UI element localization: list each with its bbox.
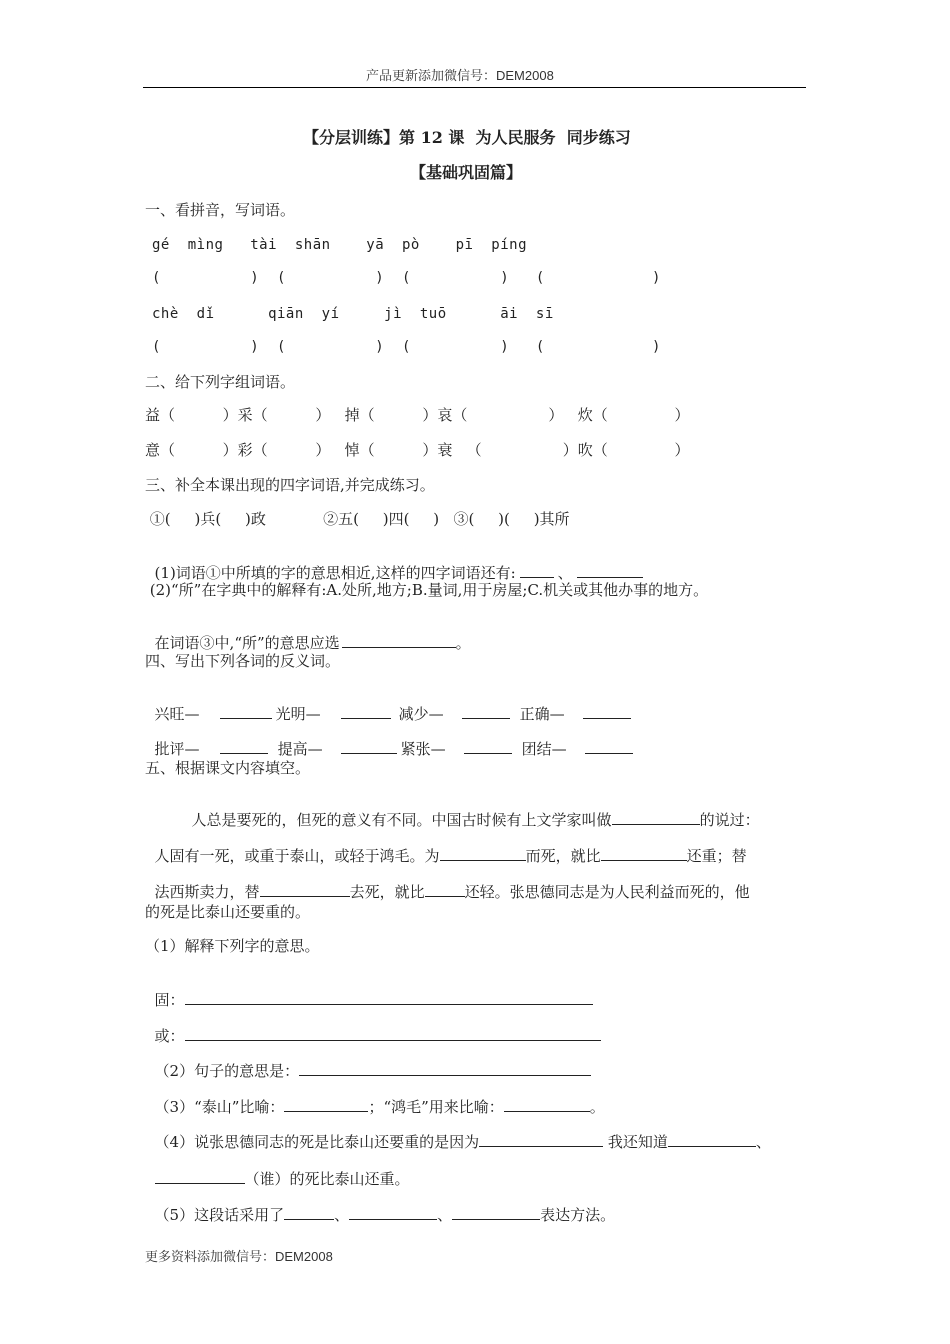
question-3-3-text: 在词语③中,“所”的意思应选 — [154, 634, 340, 652]
answer-blank[interactable] — [583, 704, 631, 719]
question-5-4 — [145, 1117, 771, 1150]
question-text: （5）这段话采用了 — [154, 1206, 285, 1224]
antonym-word: 减少— — [398, 705, 444, 723]
question-text: 。 — [589, 1098, 605, 1116]
answer-blank[interactable] — [220, 704, 272, 719]
answer-blank[interactable] — [299, 1061, 591, 1076]
answer-blank[interactable] — [585, 739, 633, 754]
answer-blanks-row-1[interactable]: ( ) ( ) ( ) ( ) — [152, 270, 661, 286]
passage-text: 还轻。张思德同志是为人民利益而死的，他 — [464, 883, 750, 901]
page-subtitle: 【基础巩固篇】 — [410, 163, 523, 182]
passage-text: 的说过： — [699, 811, 760, 829]
answer-blank[interactable] — [341, 704, 391, 719]
question-text: （2）句子的意思是： — [154, 1062, 300, 1080]
page-header: 产品更新添加微信号：DEM2008 — [366, 68, 554, 83]
answer-blank[interactable] — [668, 1132, 756, 1147]
question-text: （谁）的死比泰山还重。 — [244, 1170, 410, 1188]
passage-text: 法西斯卖力，替 — [154, 883, 260, 901]
section-3-heading: 三、补全本课出现的四字词语,并完成练习。 — [145, 476, 435, 494]
antonym-word: 兴旺— — [154, 705, 200, 723]
passage-text: 人总是要死的，但死的意义有不同。中国古时候有上文学家叫做 — [191, 811, 612, 829]
answer-blank[interactable] — [612, 810, 700, 825]
antonym-word: 光明— — [275, 705, 321, 723]
question-5-3 — [145, 1082, 605, 1115]
page-footer: 更多资料添加微信号：DEM2008 — [145, 1249, 333, 1264]
antonym-word: 团结— — [521, 740, 567, 758]
antonym-word: 提高— — [277, 740, 323, 758]
passage-text: 人固有一死，或重于泰山，或轻于鸿毛。为 — [154, 847, 440, 865]
passage-line-1 — [182, 795, 760, 828]
answer-blank[interactable] — [155, 1169, 245, 1184]
question-5-1: （1）解释下列字的意思。 — [145, 937, 320, 955]
question-text: 、 — [437, 1206, 453, 1224]
question-3-3 — [145, 618, 471, 651]
answer-blank[interactable] — [520, 563, 554, 578]
answer-blank[interactable] — [185, 990, 593, 1005]
answer-blank[interactable] — [260, 882, 350, 897]
question-3-1 — [145, 548, 643, 581]
antonym-word: 正确— — [519, 705, 565, 723]
answer-blank[interactable] — [452, 1205, 540, 1220]
question-text: （3）“泰山”比喻： — [154, 1098, 285, 1116]
passage-text: 去死，就比 — [349, 883, 425, 901]
word-group-row-1[interactable]: 益（ ）采（ ） 掉（ ）哀（ ） 炊（ ） — [145, 406, 690, 424]
define-huo — [145, 1011, 601, 1044]
four-char-words[interactable]: ①( )兵( )政 ②五( )四( ) ③( )( )其所 — [145, 510, 570, 528]
answer-blank[interactable] — [284, 1097, 368, 1112]
section-4-heading: 四、写出下列各词的反义词。 — [145, 652, 341, 670]
period: 。 — [455, 634, 471, 652]
question-3-1-text: (1)词语①中所填的字的意思相近,这样的四字词语还有: — [154, 564, 516, 582]
define-gu — [145, 975, 593, 1008]
question-3-2: (2)“所”在字典中的解释有:A.处所,地方;B.量词,用于房屋;C.机关或其他办事的地方。 — [145, 581, 709, 599]
section-5-heading: 五、根据课文内容填空。 — [145, 759, 311, 777]
antonym-row-1 — [145, 689, 631, 722]
question-text: （4）说张思德同志的死是比泰山还要重的是因为 — [154, 1133, 480, 1151]
page-title: 【分层训练】第 12 课 为人民服务 同步练习 — [303, 128, 631, 147]
question-text: 我还知道 — [603, 1133, 668, 1151]
answer-blank[interactable] — [342, 633, 456, 648]
question-text: 表达方法。 — [540, 1206, 616, 1224]
passage-line-3 — [145, 867, 750, 900]
separator: 、 — [557, 564, 573, 582]
header-divider — [143, 87, 806, 88]
pinyin-row-1: gé mìng tài shān yā pò pī píng — [152, 237, 528, 253]
pinyin-row-2: chè dǐ qiān yí jì tuō āi sī — [152, 306, 554, 322]
passage-line-4: 的死是比泰山还要重的。 — [145, 903, 311, 921]
question-5-4-cont — [145, 1154, 410, 1187]
answer-blank[interactable] — [462, 704, 510, 719]
answer-blank[interactable] — [479, 1132, 603, 1147]
answer-blank[interactable] — [185, 1026, 601, 1041]
answer-blank[interactable] — [349, 1205, 437, 1220]
answer-blank[interactable] — [440, 846, 526, 861]
answer-blank[interactable] — [220, 739, 268, 754]
answer-blank[interactable] — [504, 1097, 590, 1112]
question-text: 、 — [755, 1133, 771, 1151]
define-label: 固： — [154, 991, 185, 1009]
answer-blank[interactable] — [601, 846, 687, 861]
passage-text: 而死，就比 — [525, 847, 601, 865]
antonym-word: 批评— — [154, 740, 200, 758]
question-text: ；“鸿毛”用来比喻： — [368, 1098, 504, 1116]
answer-blank[interactable] — [577, 563, 643, 578]
answer-blanks-row-2[interactable]: ( ) ( ) ( ) ( ) — [152, 339, 661, 355]
question-5-2 — [145, 1046, 591, 1079]
question-5-5 — [145, 1190, 615, 1223]
antonym-row-2 — [145, 724, 633, 757]
antonym-word: 紧张— — [400, 740, 446, 758]
question-text: 、 — [334, 1206, 350, 1224]
passage-line-2 — [145, 831, 747, 864]
section-2-heading: 二、给下列字组词语。 — [145, 373, 296, 391]
define-label: 或： — [154, 1027, 185, 1045]
answer-blank[interactable] — [284, 1205, 334, 1220]
word-group-row-2[interactable]: 意（ ）彩（ ） 悼（ ）衰 （ ）吹（ ） — [145, 441, 690, 459]
passage-text: 还重；替 — [686, 847, 747, 865]
answer-blank[interactable] — [341, 739, 397, 754]
answer-blank[interactable] — [425, 882, 465, 897]
section-1-heading: 一、看拼音，写词语。 — [145, 201, 296, 219]
answer-blank[interactable] — [464, 739, 512, 754]
